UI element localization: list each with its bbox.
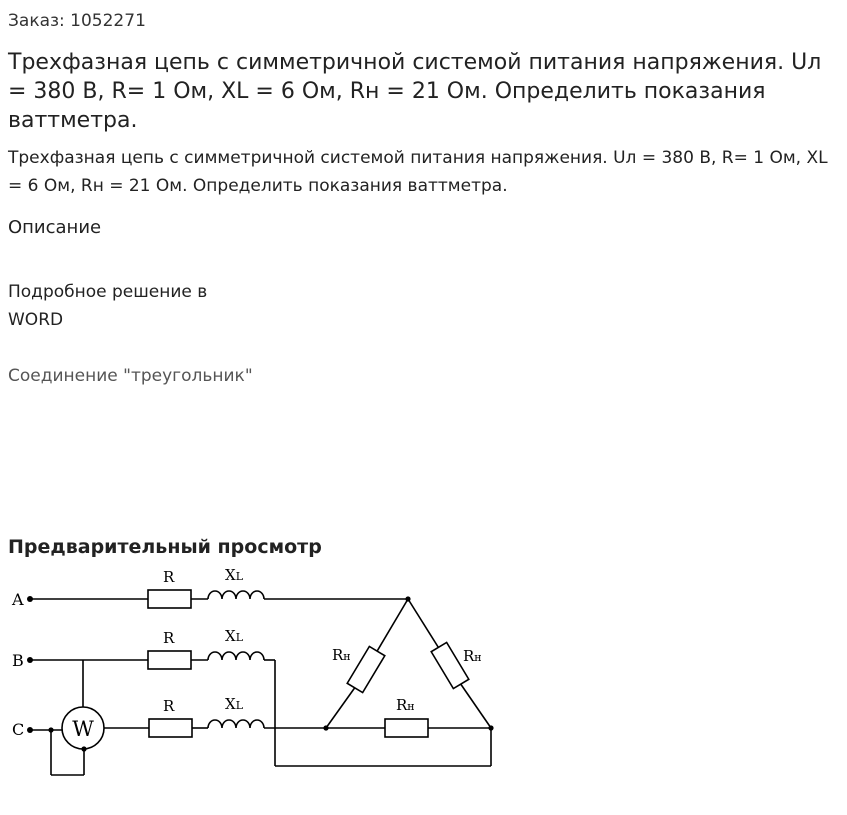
load-label-bottom: Rн — [396, 696, 415, 714]
page-title: Трехфазная цепь с симметричной системой питания напряжения. Uл = 380 В, R= 1 Ом, XL = 6 Ом, Rн = 21 Ом. Определить показания ваттметра. — [8, 50, 822, 133]
inductor-label-a: XL — [225, 566, 243, 584]
load-label-left: Rн — [332, 646, 351, 664]
terminal-a — [27, 596, 33, 602]
wattmeter-label: W — [72, 717, 94, 741]
terminal-c — [27, 727, 33, 733]
terminal-b — [27, 657, 33, 663]
phase-label-c: C — [12, 720, 25, 739]
load-resistor-bottom — [385, 719, 428, 737]
phase-label-a: A — [12, 590, 24, 609]
resistor-b — [148, 651, 191, 669]
load-resistor-left — [347, 646, 385, 692]
description-heading: Описание — [8, 217, 102, 238]
resistor-label-b: R — [163, 629, 175, 647]
task-subtitle: Трехфазная цепь с симметричной системой питания напряжения. Uл = 380 В, R= 1 Ом, XL = 6 Ом, Rн = 21 Ом. Определить показания ваттметра. — [8, 148, 828, 196]
inductor-b — [208, 652, 264, 660]
inductor-a — [208, 591, 264, 599]
inductor-c — [208, 720, 264, 728]
circuit-diagram — [0, 560, 520, 790]
resistor-c — [149, 719, 192, 737]
inductor-label-c: XL — [225, 695, 243, 713]
inductor-label-b: XL — [225, 627, 243, 645]
resistor-label-a: R — [163, 568, 175, 586]
order-number: Заказ: 1052271 — [8, 11, 146, 31]
resistor-label-c: R — [163, 697, 175, 715]
resistor-a — [148, 590, 191, 608]
preview-heading: Предварительный просмотр — [8, 536, 322, 558]
load-label-right: Rн — [463, 647, 482, 665]
phase-label-b: B — [12, 651, 24, 670]
description-text: Подробное решение в WORD — [8, 282, 208, 330]
description-connection: Соединение "треугольник" — [8, 366, 253, 386]
